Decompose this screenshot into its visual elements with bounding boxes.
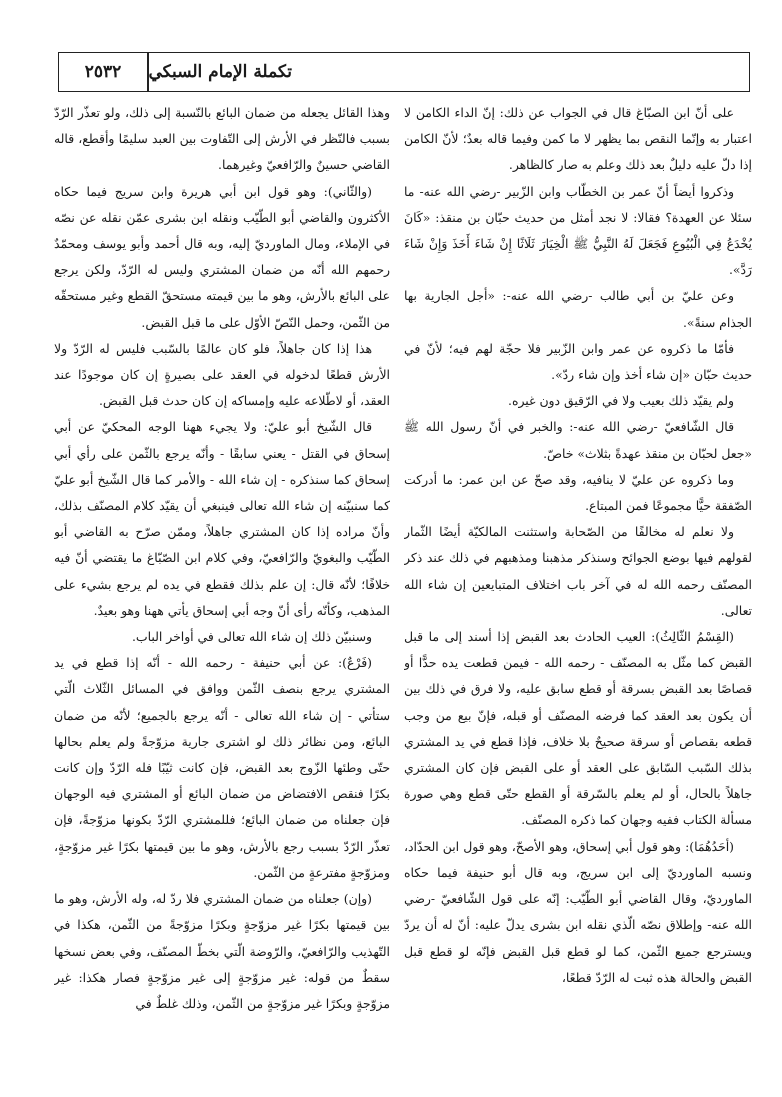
- paragraph: ولا نعلم له مخالفًا من الصّحابة واستثنت المالكيّة أيضًا الثّمار لقولهم فيها بوضع الجوائح وسنذكر مذهبنا ومذهبهم في ذلك عند ذكر المصنّف رحمه الله له في آخر باب اختلاف المتبايعين إن شاء الله تعالى.: [404, 524, 752, 618]
- paragraph: وما ذكروه عن عليّ لا ينافيه، وقد صحّ عن ابن عمر: ما أدركت الصّفقة حيًّا مجموعًا فمن المبتاع.: [404, 471, 752, 514]
- paragraph: فأمّا ما ذكروه عن عمر وابن الزّبير فلا حجّة لهم فيه؛ لأنّ في حديث حبّان «إن شاء أخذ وإن شاء ردّ».: [404, 340, 752, 383]
- paragraph: (والثّاني): وهو قول ابن أبي هريرة وابن سريج فيما حكاه الأكثرون والقاضي أبو الطّيّب ونقله ابن بشرى عمّن نقله عن نصّه في الإملاء، ومال الماورديّ إليه، وبه قال أحمد وأبو يوسف ومحمّدٌ رحمهم الله أنّه من ضمان المشتري وليس له الرّدّ، ولكن يرجع على البائع بالأرش، وهو ما بين قيمته مستحقّ القطع وغير مستحقّه من الثّمن، وحمل النّصّ الأوّل على ما قبل القبض.: [54, 183, 390, 330]
- paragraph: على أنّ ابن الصبّاغ قال في الجواب عن ذلك: إنّ الداء الكامن لا اعتبار به وإنّما النقص بما يظهر لا ما كمن وفيما قاله بعدٌ؛ لأنّ الكامن إذا دلّ عليه دليلٌ بعد ذلك وعلم به صار كالظاهر.: [404, 105, 752, 173]
- paragraph: وذكروا أيضاً أنّ عمر بن الخطّاب وابن الزّبير -رضي الله عنه- ما سئلا عن العهدة؟ فقالا: لا نجد أمثل من حديث حبّان بن منقذ: «كَانَ يُخْدَعُ فِي الْبُيُوعِ فَجَعَلَ لَهُ النَّبِيُّ ﷺ الْخِيَارَ ثَلَاثًا إِنْ شَاءَ أَخَذَ وَإِنْ شَاءَ رَدَّ».: [404, 183, 752, 278]
- paragraph: هذا إذا كان جاهلاً، فلو كان عالمًا بالسّبب فليس له الرّدّ ولا الأرش قطعًا لدخوله في العقد على بصيرةٍ إن كان موجودًا عند العقد، أو لاطّلاعه عليه وإمساكه إن كان حدث قبل القبض.: [54, 340, 390, 409]
- page-number: ٢٥٣٢: [84, 62, 122, 82]
- paragraph: (وإن) جعلناه من ضمان المشتري فلا ردّ له، وله الأرش، وهو ما بين قيمتها بكرًا غير مزوّجةٍ وبكرًا مزوّجةً من الثّمن، هكذا في التّهذيب والرّافعيّ، والرّوضة الّتي بخطّ المصنّف، وفي بعض نسخها سقطٌ من قوله: غير مزوّجةٍ إلى غير مزوّجةٍ فصار هكذا: غير مزوّجةٍ وبكرًا غير مزوّجةٍ من الثّمن، وذلك غلطٌ في: [54, 891, 390, 1011]
- paragraph: (القِسْمُ الثّالِثُ): العيب الحادث بعد القبض إذا أسند إلى ما قبل القبض كما مثّل به المصنّف - رحمه الله - فيمن قطعت يده حدًّا أو قصاصًا بعد القبض بسرقة أو قطع سابق عليه، ولا فرق في ذلك بين أن يكون بعد العقد كما فرضه المصنّف أو قبله، فإنّ بيع من وجب قطعه بقصاص أو سرقة صحيحٌ بلا خلاف، فإذا قطع في يد المشتري بذلك السّبب السّابق على العقد أو على القبض فإن كان المشتري جاهلاً بالحال، أو لم يعلم بالسّرقة أو القطع حتّى قطع وهي صورة مسألة الكتاب ففيه وجهان كما ذكره المصنّف.: [404, 629, 752, 828]
- left-text-column: [54, 100, 390, 1090]
- book-title: تكملة الإمام السبكي: [148, 62, 293, 82]
- paragraph: وهذا القائل يجعله من ضمان البائع بالنّسبة إلى ذلك، ولو تعذّر الرّدّ بسبب فالنّظر في الأرش إلى التّفاوت بين العبد سليمًا وأقطع، قاله القاضي حسينٌ والرّافعيّ وغيرهما.: [54, 105, 390, 173]
- paragraph: قال الشّيخ أبو عليّ: ولا يجيء ههنا الوجه المحكيّ عن أبي إسحاق في القتل - يعني سابقًا - وأنّه يرجع بالثّمن على رأي أبي إسحاق كما سنذكره - إن شاء الله - والأمر كما قال الشّيخ أبو عليّ كما سنبيّنه إن شاء الله تعالى فينبغي أن يقيّد كلام المصنّف بذلك، وأنّ مراده إذا كان المشتري جاهلاً، وممّن صرّح به القاضي أبو الطّيّب والبغويّ والرّافعيّ، وفي كلام ابن الصّبّاغ ما يقتضي أنّ فيه خلافًا؛ لأنّه قال: إن علم بذلك فقطع في يده لم يرجع بشيء على المذهب، وكأنّه رأى أنّ وجه أبي إسحاق يأتي ههنا وهو بعيدٌ.: [54, 419, 390, 618]
- right-text-column: [404, 100, 752, 1090]
- page-header: [58, 52, 750, 92]
- paragraph: وسنبيّن ذلك إن شاء الله تعالى في أواخر الباب.: [131, 629, 372, 645]
- paragraph: (فَرْعٌ): عن أبي حنيفة - رحمه الله - أنّه إذا قطع في يد المشتري يرجع بنصف الثّمن ووافق في المسائل الثّلاث الّتي ستأتي - إن شاء الله تعالى - أنّه يرجع بالجميع؛ لأنّه من ضمان البائع، ومن نظائر ذلك لو اشترى جارية مزوّجةً ولم يعلم بحالها حتّى وطئها الزّوج بعد القبض، فإن كانت ثيّبًا فله الرّدّ وإن كانت بكرًا فنقص الافتضاض من ضمان البائع أو المشتري فيه الوجهان فإن جعلناه من ضمان البائع؛ فللمشتري الرّدّ بكونها مزوّجةً، فإن تعذّر الرّدّ بسبب رجع بالأرش، وهو ما بين قيمتها بكرًا غير مزوّجةٍ، ومزوّجةٍ مفترعةٍ من الثّمن.: [54, 655, 390, 880]
- paragraph: قال الشّافعيّ -رضي الله عنه-: والخبر في أنّ رسول الله ﷺ «جعل لحبّان بن منقذ عهدةً بثلاث» خاصّ.: [404, 419, 752, 461]
- paragraph: (أحَدُهُمَا): وهو قول أبي إسحاق، وهو الأصحّ، وهو قول ابن الحدّاد، ونسبه الماورديّ إلى ابن سريج، وبه قال أبو حنيفة فيما حكاه الماورديّ، وقال القاضي أبو الطّيّب: إنّه على قول الشّافعيّ -رضي الله عنه- وإطلاق نصّه الّذي نقله ابن بشرى يدلّ عليه: أنّ له أن يردّ ويسترجع جميع الثّمن، كما لو قطع قبل القبض فإنّه لو قطع قبل القبض والحالة هذه ثبت له الرّدّ قطعًا،: [404, 838, 752, 985]
- paragraph: ولم يقيّد ذلك بعيب ولا في الرّقيق دون غيره.: [508, 393, 734, 409]
- paragraph: وعن عليّ بن أبي طالب -رضي الله عنه-: «أجل الجارية بها الجذام سنةً».: [404, 288, 752, 330]
